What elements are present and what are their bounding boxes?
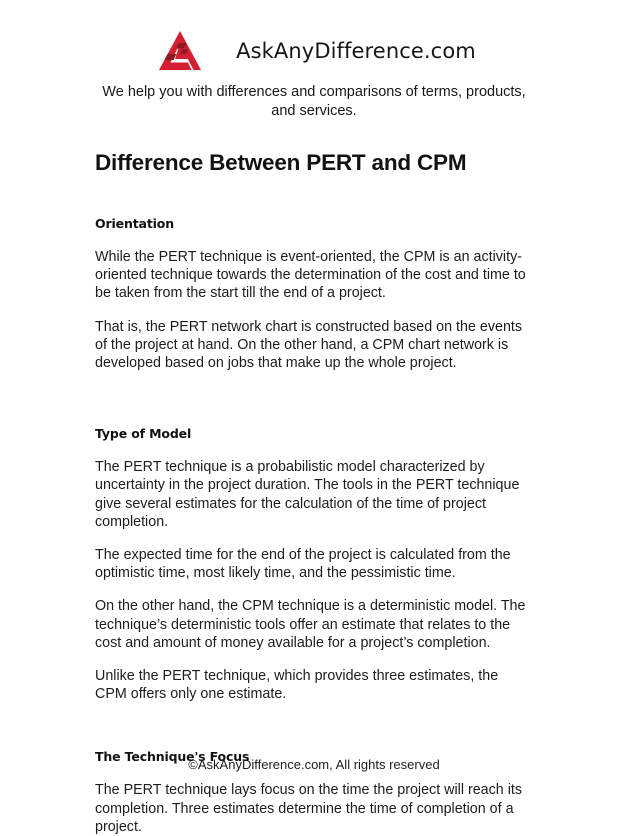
site-tagline: We help you with differences and comparisons of terms, products, and services. bbox=[102, 84, 526, 119]
paragraph: The PERT technique is a probabilistic model characterized by uncertainty in the project duration. The tools in the PERT technique give several estimates for the calculation of the time of project completion. bbox=[95, 459, 520, 530]
footer-copyright: ©AskAnyDifference.com, All rights reserved bbox=[188, 757, 440, 772]
paragraph: The PERT technique lays focus on the time the project will reach its completion. Three estimates determine the time of completion of a project. bbox=[95, 782, 523, 835]
paragraph: On the other hand, the CPM technique is a deterministic model. The technique’s deterministic tools offer an estimate that relates to the cost and amount of money available for a project’s completion. bbox=[95, 598, 526, 651]
section-heading-technique-focus: The Technique's Focus bbox=[95, 749, 250, 765]
section-orientation bbox=[95, 216, 531, 372]
paragraph: The expected time for the end of the project is calculated from the optimistic time, most likely time, and the pessimistic time. bbox=[95, 547, 511, 582]
paragraph: Unlike the PERT technique, which provides three estimates, the CPM offers only one estimate. bbox=[95, 668, 499, 703]
section-spacer bbox=[95, 372, 531, 426]
section-heading-orientation: Orientation bbox=[95, 216, 174, 231]
section-heading-type-of-model: Type of Model bbox=[95, 426, 192, 442]
section-type-of-model bbox=[95, 426, 531, 703]
site-header bbox=[0, 30, 628, 121]
brand-lockup bbox=[0, 30, 628, 72]
askanydifference-a-logo-icon bbox=[158, 30, 202, 72]
page-title: Difference Between PERT and CPM bbox=[95, 150, 467, 175]
brand-title: AskAnyDifference.com bbox=[236, 39, 476, 63]
article-body bbox=[95, 216, 531, 836]
section-spacer bbox=[95, 703, 531, 749]
paragraph: While the PERT technique is event-oriented, the CPM is an activity-oriented technique towards the determination of the cost and time to be taken from the start till the end of a project. bbox=[95, 249, 526, 302]
paragraph: That is, the PERT network chart is constructed based on the events of the project at hand. On the other hand, a CPM chart network is developed based on jobs that make up the whole project. bbox=[95, 318, 523, 372]
